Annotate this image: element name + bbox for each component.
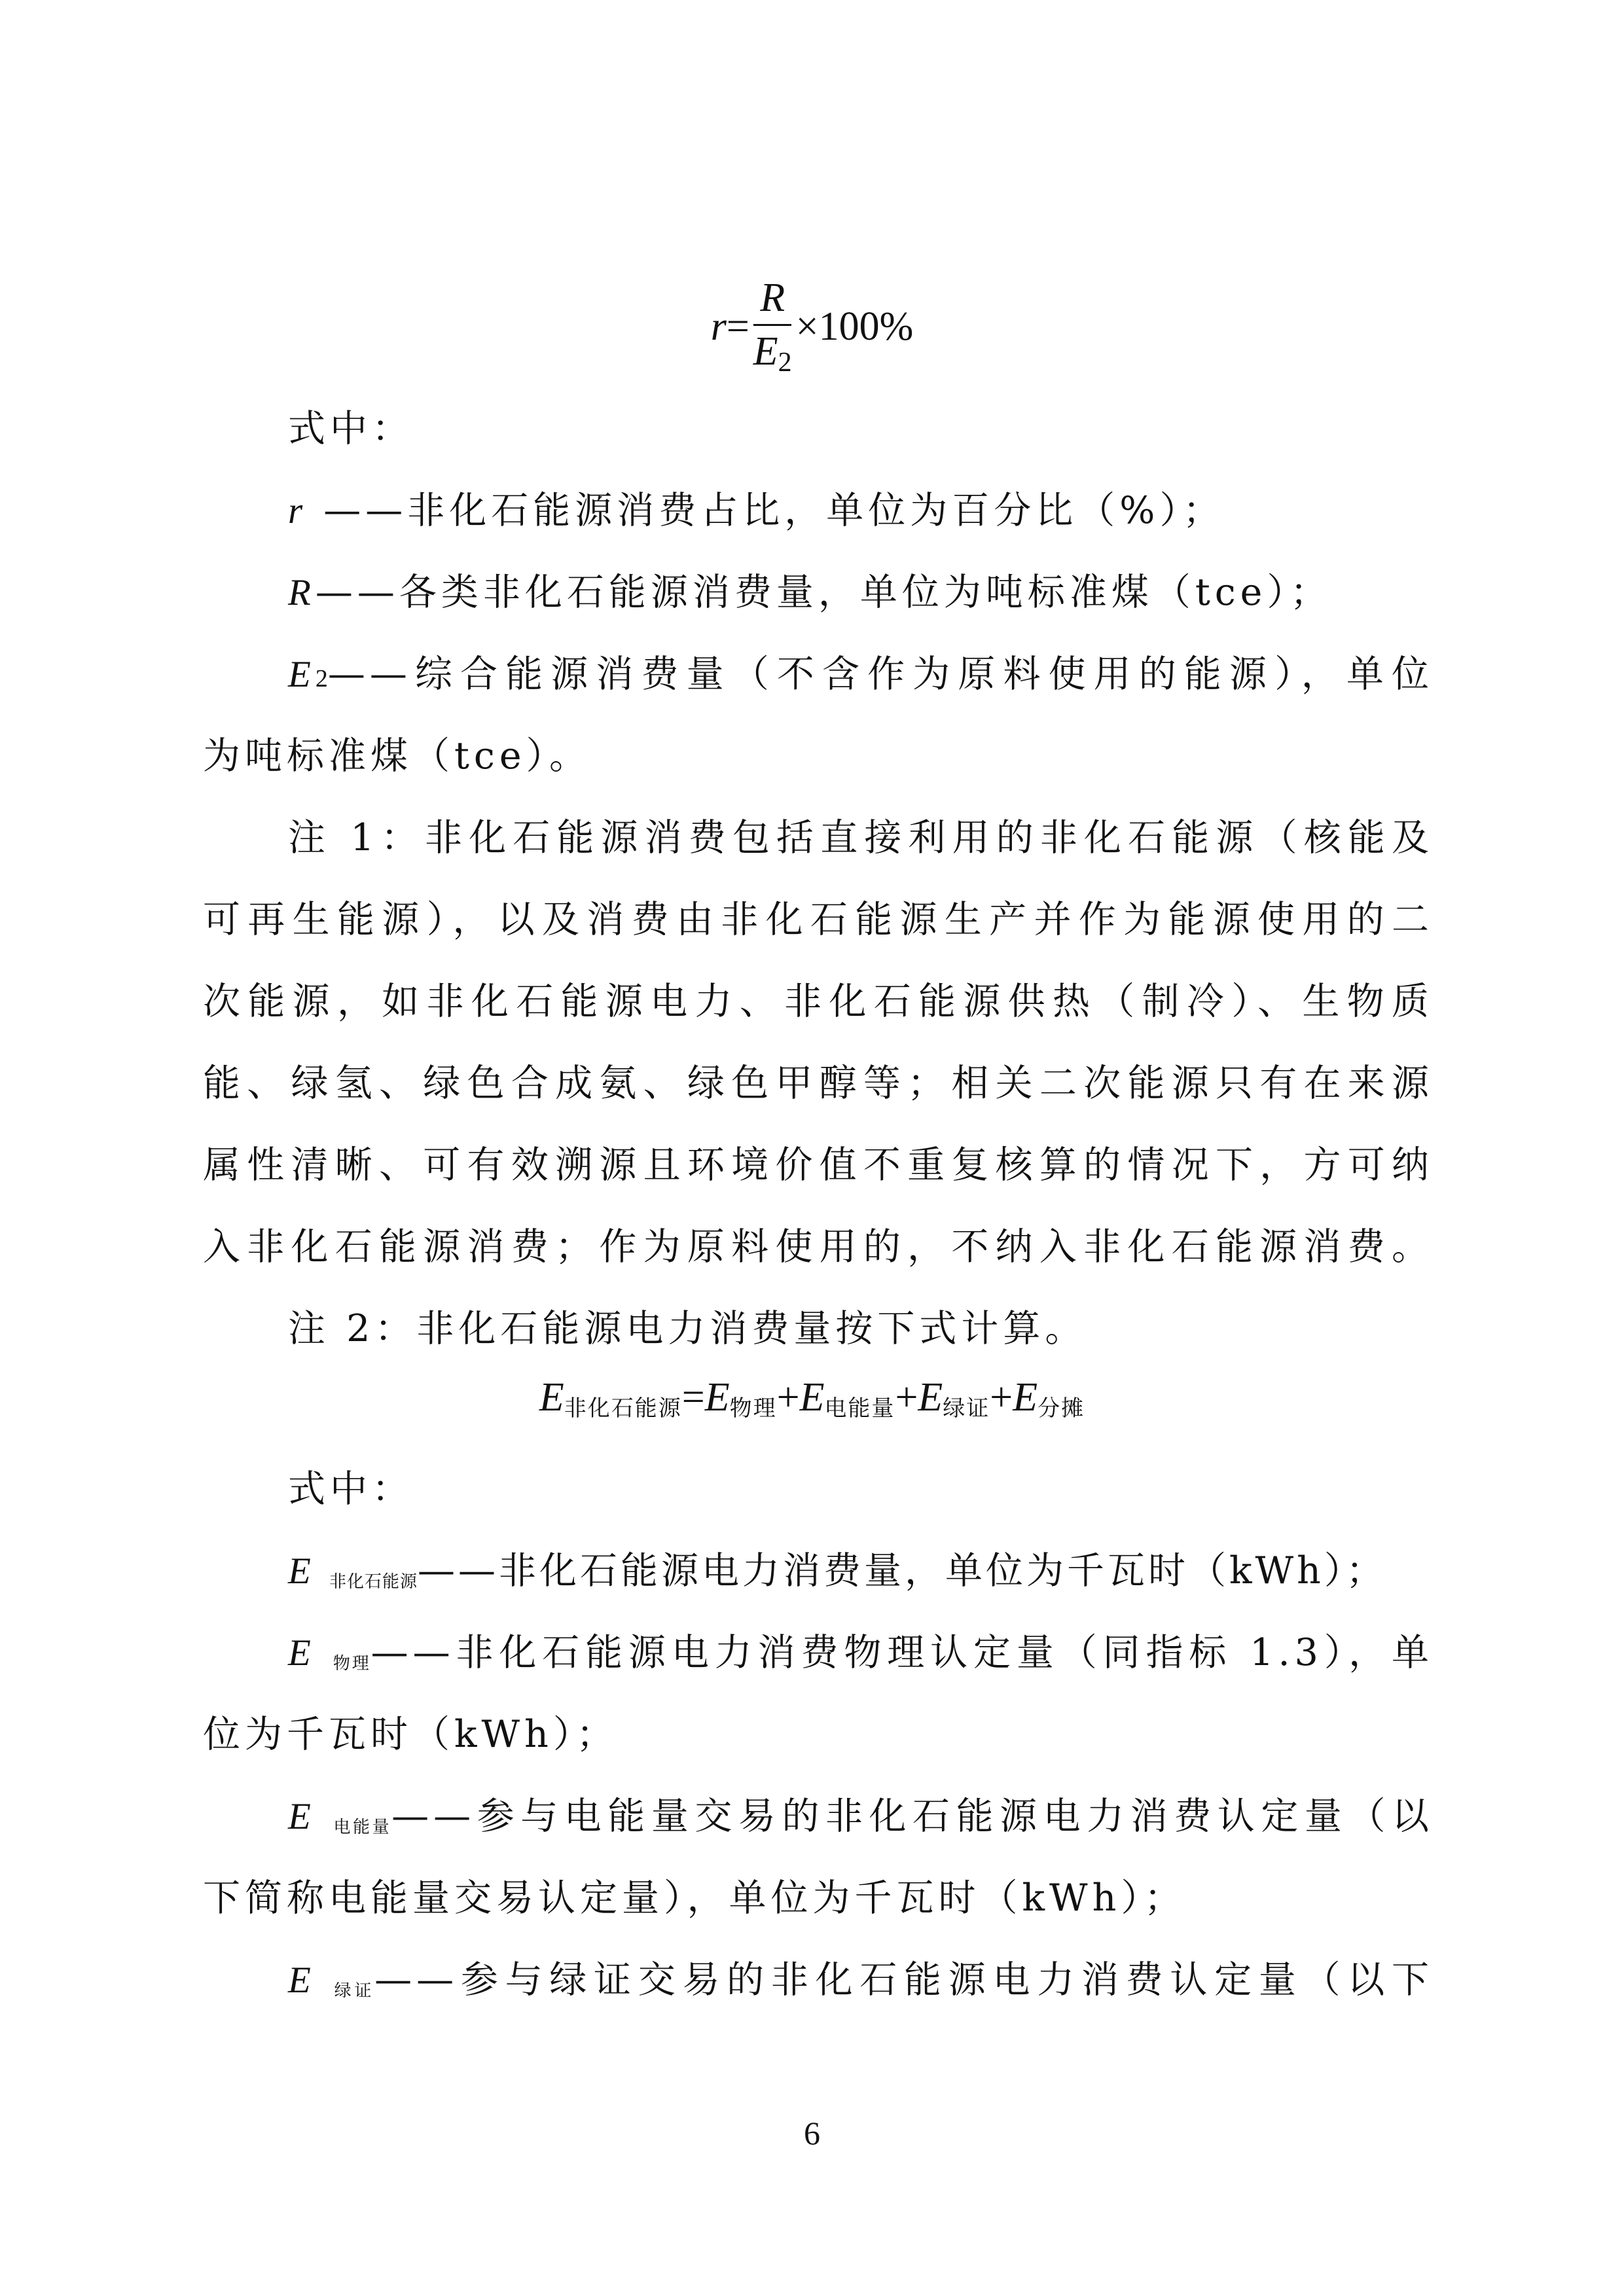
f2-plus-1: + <box>776 1375 800 1420</box>
formula-numerator: R <box>753 275 791 326</box>
formula-nonfossil-electricity <box>0 1374 1624 1422</box>
def-r <box>288 484 1434 537</box>
f2-sub-4: 绿证 <box>943 1395 990 1422</box>
f2-var-4: E <box>918 1375 943 1420</box>
f2-sub-2: 物理 <box>729 1395 777 1422</box>
f2-var-2: E <box>704 1375 730 1420</box>
def-E2-text: ——综合能源消费量（不含作为原料使用的能源），单位 <box>327 653 1434 696</box>
def-E-greencert-text: ——参与绿证交易的非化石能源电力消费认定量（以下 <box>374 1958 1434 2001</box>
where-label-1: 式中： <box>288 407 414 450</box>
note1-line2: 可再生能源），以及消费由非化石能源生产并作为能源使用的二 <box>203 898 1434 941</box>
denominator-var: E <box>753 329 778 374</box>
formula-denominator <box>753 326 792 378</box>
def-E2-var: E <box>288 654 316 695</box>
def-E-nonfossil-var: E <box>288 1551 314 1592</box>
note1-line4: 能、绿氢、绿色合成氨、绿色甲醇等；相关二次能源只有在来源 <box>203 1062 1434 1105</box>
f2-var-1: E <box>539 1375 564 1420</box>
note1-line6: 入非化石能源消费；作为原料使用的，不纳入非化石能源消费。 <box>203 1225 1434 1268</box>
def-E2 <box>288 648 1434 705</box>
def-E-energy-text: ——参与电能量交易的非化石能源电力消费认定量（以 <box>391 1795 1434 1838</box>
def-E-greencert-sub: 绿证 <box>334 1981 375 2001</box>
note1-line1: 注 1：非化石能源消费包括直接利用的非化石能源（核能及 <box>288 816 1434 859</box>
def-R <box>288 566 1434 619</box>
def-E2-cont: 为吨标准煤（tce）。 <box>203 734 592 778</box>
def-E-energy-var: E <box>288 1796 316 1837</box>
f2-sub-5: 分摊 <box>1038 1395 1085 1422</box>
def-E-nonfossil <box>288 1545 1434 1608</box>
def-E-nonfossil-text: ——非化石能源电力消费量，单位为千瓦时（kWh）； <box>417 1549 1387 1592</box>
def-R-var: R <box>288 572 316 613</box>
formula-nonfossil-share <box>0 275 1624 378</box>
def-E-nonfossil-sub: 非化石能源 <box>329 1572 418 1592</box>
def-E-energy-sub: 电能量 <box>333 1818 392 1837</box>
note1-line3: 次能源，如非化石能源电力、非化石能源供热（制冷）、生物质 <box>203 980 1434 1023</box>
f2-plus-3: + <box>990 1375 1013 1420</box>
formula-lhs: r <box>710 304 727 349</box>
def-E-physical-cont: 位为千瓦时（kWh）； <box>203 1713 619 1756</box>
where-label-2: 式中： <box>288 1467 414 1511</box>
def-E-greencert <box>288 1954 1434 2017</box>
note1-line5: 属性清晰、可有效溯源且环境价值不重复核算的情况下，方可纳 <box>203 1143 1434 1187</box>
def-E2-sub: 2 <box>315 665 328 692</box>
def-r-text: ——非化石能源消费占比，单位为百分比（%）； <box>307 489 1225 532</box>
formula-tail: ×100% <box>795 304 914 349</box>
formula-fraction <box>753 275 792 378</box>
f2-plus-2: + <box>895 1375 918 1420</box>
def-E-energy-cont: 下简称电能量交易认定量），单位为千瓦时（kWh）； <box>203 1876 1186 1920</box>
f2-eq: = <box>681 1375 705 1420</box>
def-E-physical-var: E <box>288 1632 316 1674</box>
def-E-energy <box>288 1790 1434 1854</box>
def-E-greencert-var: E <box>288 1960 316 2001</box>
formula-equals: = <box>726 304 749 349</box>
f2-var-5: E <box>1013 1375 1038 1420</box>
def-E-physical <box>288 1626 1434 1690</box>
def-E-physical-sub: 物理 <box>333 1654 371 1674</box>
f2-sub-3: 电能量 <box>824 1395 895 1422</box>
f2-var-3: E <box>799 1375 825 1420</box>
def-E-physical-text: ——非化石能源电力消费物理认定量（同指标 1.3），单 <box>370 1631 1434 1674</box>
f2-sub-1: 非化石能源 <box>564 1395 682 1422</box>
note2-line1: 注 2：非化石能源电力消费量按下式计算。 <box>288 1307 1087 1350</box>
page-number: 6 <box>804 2115 820 2151</box>
def-r-var: r <box>288 490 308 531</box>
def-R-text: ——各类非化石能源消费量，单位为吨标准煤（tce）； <box>315 571 1332 614</box>
denominator-sub: 2 <box>778 348 792 378</box>
